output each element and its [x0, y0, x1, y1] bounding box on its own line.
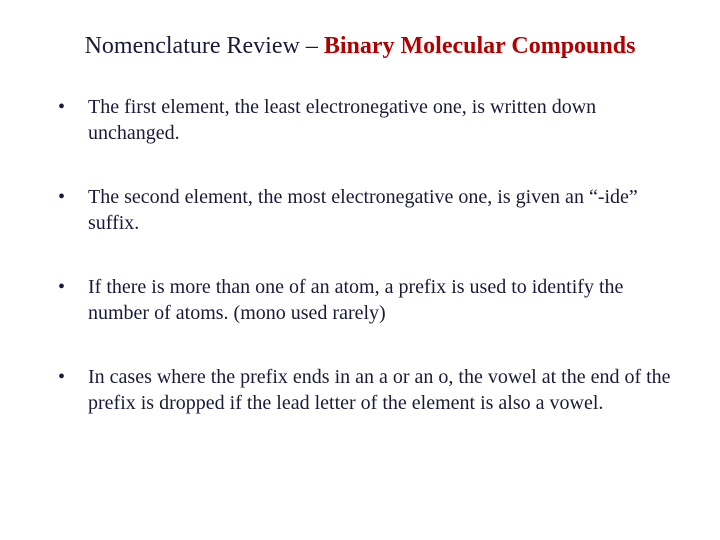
bullet-text: The first element, the least electronegative one, is written down unchanged.: [88, 96, 597, 144]
slide-title: [0, 30, 720, 62]
bullet-item: [58, 94, 678, 146]
bullet-text: If there is more than one of an atom, a prefix is used to identify the number of atoms. (mono used rarely): [88, 276, 624, 324]
bullet-list: [58, 94, 678, 454]
bullet-icon: •: [58, 96, 66, 118]
bullet-text: In cases where the prefix ends in an a or an o, the vowel at the end of the prefix is dropped if the lead letter of the element is also a vowel.: [88, 366, 671, 414]
bullet-item: [58, 274, 678, 326]
bullet-icon: •: [58, 366, 66, 388]
title-highlight: Binary Molecular Compounds: [323, 33, 636, 59]
bullet-icon: •: [58, 186, 66, 208]
bullet-text: The second element, the most electronegative one, is given an “-ide” suffix.: [88, 186, 638, 234]
title-prefix: Nomenclature Review –: [84, 33, 324, 59]
bullet-item: [58, 364, 678, 416]
bullet-item: [58, 184, 678, 236]
bullet-icon: •: [58, 276, 66, 298]
